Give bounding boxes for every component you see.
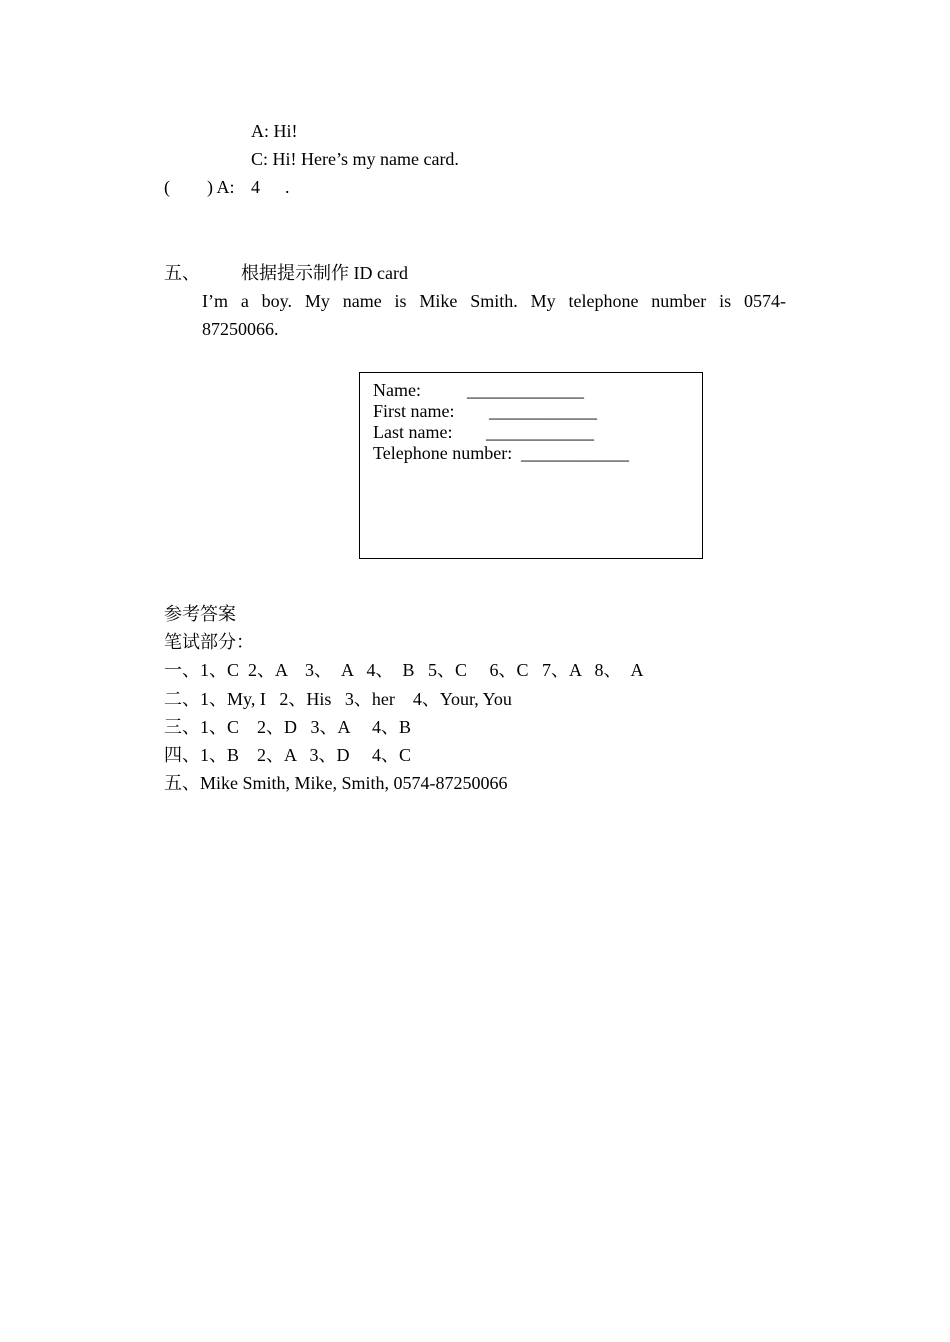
last-name-blank: ____________ (486, 422, 594, 442)
first-name-blank: ____________ (489, 401, 597, 421)
telephone-blank: ____________ (521, 443, 629, 463)
answer-line-1: 一、1、C 2、A 3、 A 4、 B 5、C 6、C 7、A 8、 A (164, 660, 644, 680)
answer-paren-open: ( (164, 177, 170, 197)
answer-key-heading: 参考答案 (164, 604, 236, 624)
name-blank: _____________ (467, 380, 584, 400)
answer-line-4: 四、1、B 2、A 3、D 4、C (164, 745, 412, 765)
answer-line-3: 三、1、C 2、D 3、A 4、B (164, 717, 412, 737)
last-name-label: Last name: (373, 422, 453, 442)
dialog-line-a: A: Hi! (251, 121, 298, 141)
telephone-label: Telephone number: (373, 443, 513, 463)
prompt-line-1: I’m a boy. My name is Mike Smith. My telephone number is 0574- (202, 291, 786, 311)
dialog-line-c: C: Hi! Here’s my name card. (251, 149, 459, 169)
first-name-label: First name: (373, 401, 455, 421)
answer-line-5: 五、Mike Smith, Mike, Smith, 0574-87250066 (164, 773, 508, 793)
answer-key-subheading: 笔试部分： (164, 632, 254, 652)
answer-paren-close: ) A: (207, 177, 235, 197)
prompt-line-2: 87250066. (202, 319, 279, 339)
name-label: Name: (373, 380, 421, 400)
id-card-box (359, 372, 703, 559)
question-number: 4 (251, 177, 260, 197)
section-title: 根据提示制作 ID card (241, 263, 408, 283)
section-number: 五、 (164, 263, 200, 283)
answer-line-2: 二、1、My, I 2、His 3、her 4、Your, You (164, 689, 512, 709)
question-period: . (285, 177, 290, 197)
